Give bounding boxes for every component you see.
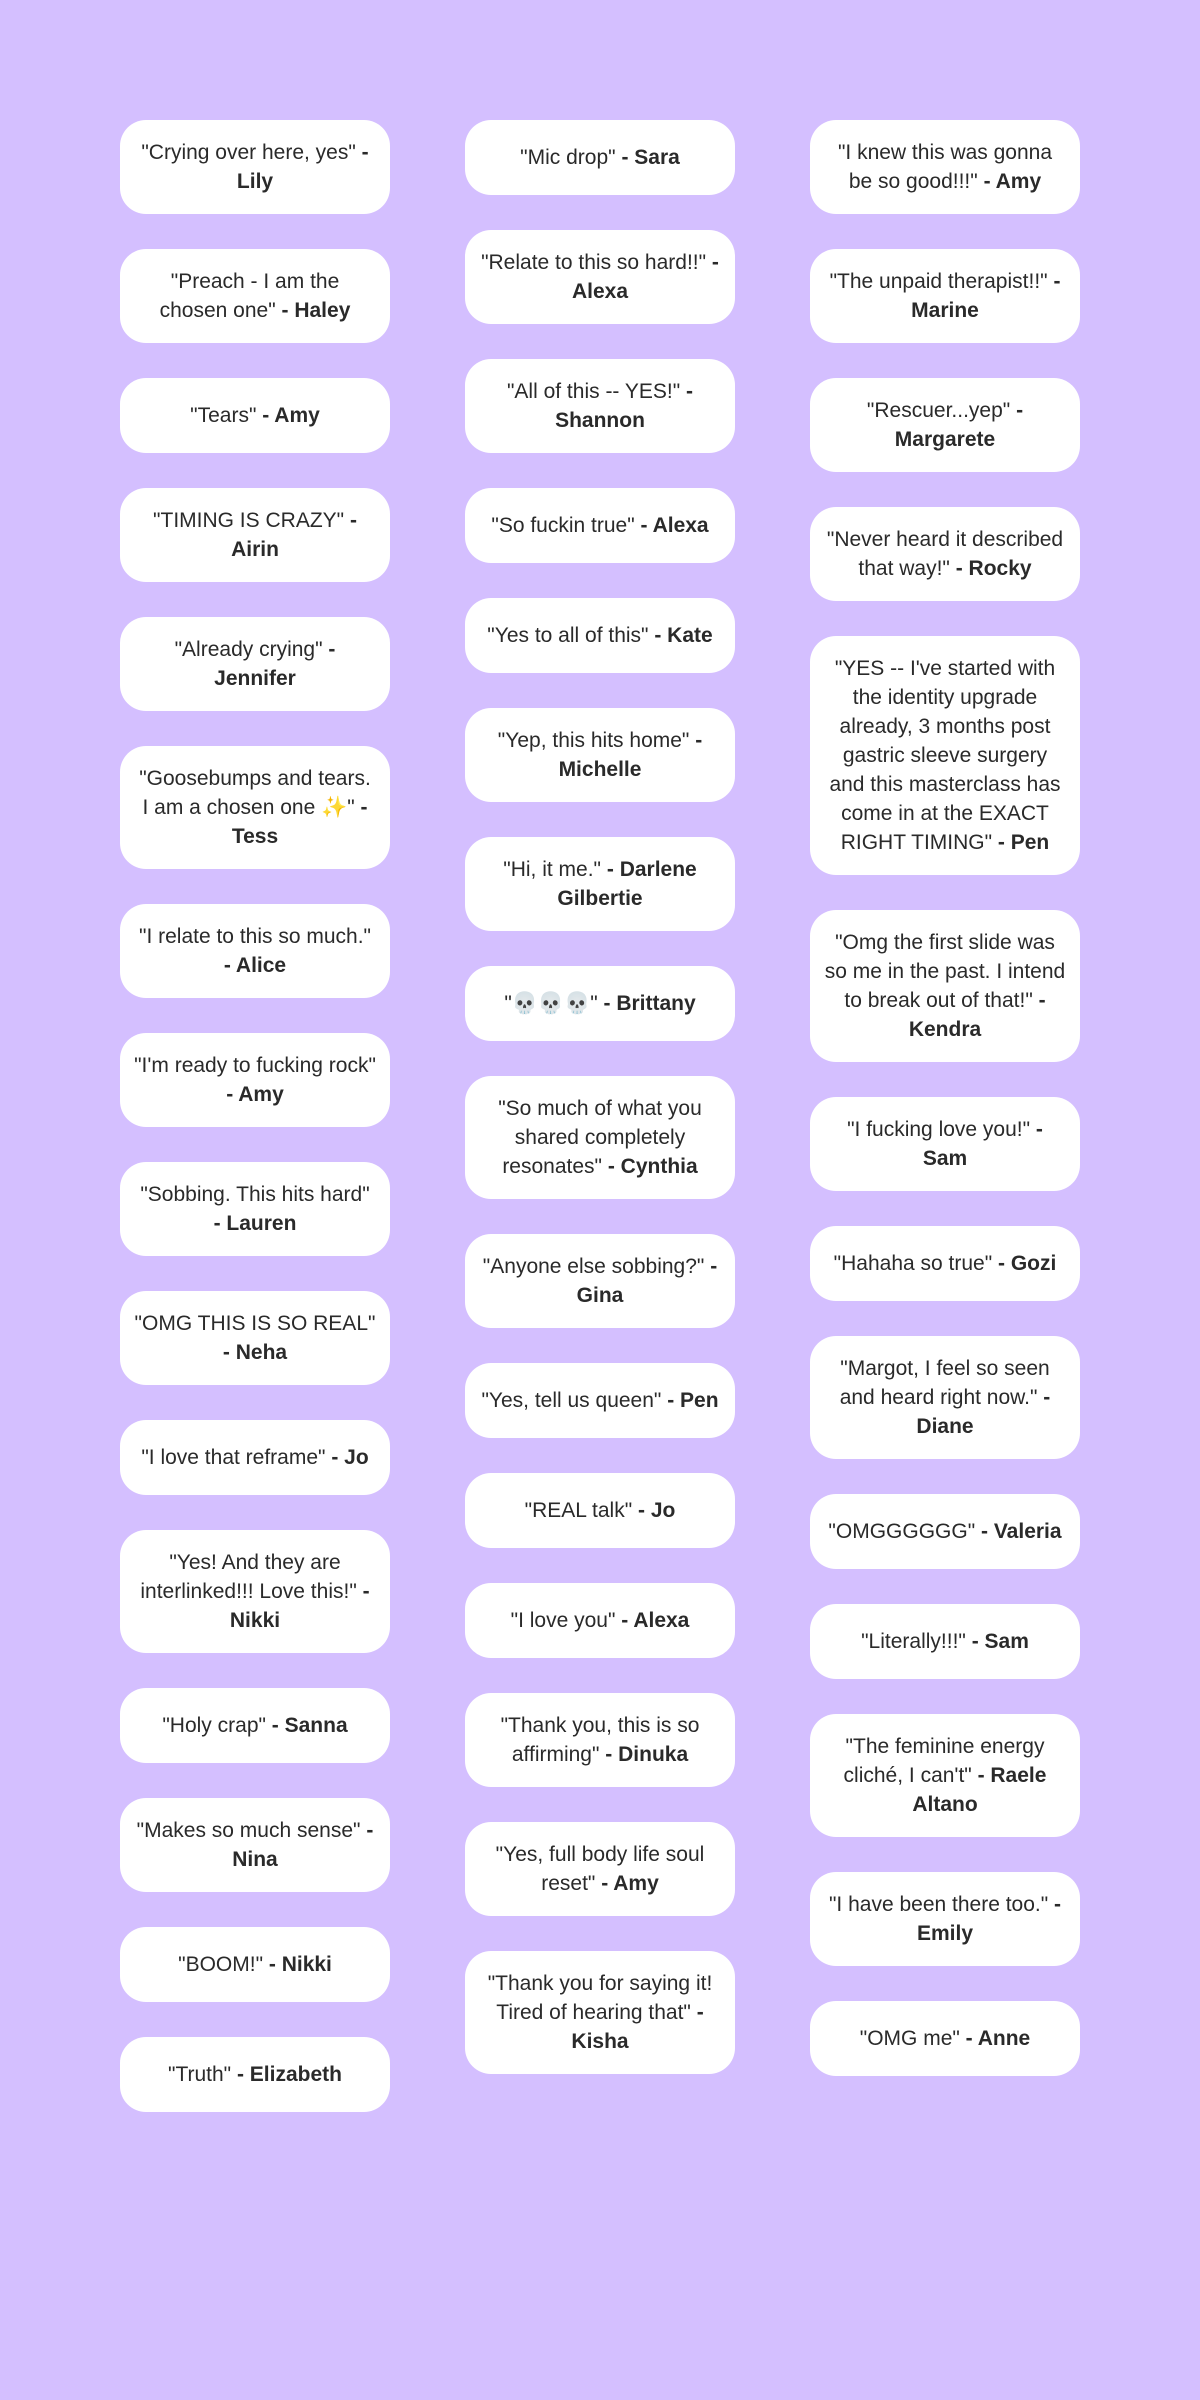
testimonial-text — [824, 1732, 1066, 1819]
testimonial-card — [810, 507, 1080, 601]
testimonial-card — [465, 1473, 735, 1548]
testimonial-text — [479, 1094, 721, 1181]
testimonial-quote: "I love you" — [510, 1609, 616, 1632]
testimonial-text — [824, 928, 1066, 1044]
testimonial-text — [162, 1711, 347, 1740]
testimonial-quote: "YES -- I've started with the identity upgrade already, 3 months post gastric sleeve surgery and this masterclass has come in at the EXACT RIGHT TIMING" — [829, 657, 1061, 854]
testimonial-card — [120, 1033, 390, 1127]
testimonial-quote: "BOOM!" — [178, 1953, 264, 1976]
testimonial-card — [465, 708, 735, 802]
testimonial-author: - Darlene Gilbertie — [557, 858, 697, 910]
testimonial-author: - Gina — [576, 1255, 718, 1307]
testimonial-author: - Haley — [275, 299, 351, 322]
testimonial-card — [465, 966, 735, 1041]
testimonial-author: - Alexa — [571, 251, 719, 303]
testimonial-text — [525, 1496, 676, 1525]
testimonial-author: - Pen — [661, 1389, 719, 1412]
testimonial-card — [810, 1494, 1080, 1569]
testimonial-text — [134, 1180, 376, 1238]
testimonial-quote: "The unpaid therapist!!" — [829, 270, 1048, 293]
testimonial-card — [120, 1688, 390, 1763]
testimonial-author: - Alexa — [615, 1609, 690, 1632]
testimonial-quote: "Hahaha so true" — [833, 1252, 993, 1275]
testimonial-card — [465, 598, 735, 673]
testimonial-author: - Amy — [595, 1872, 659, 1895]
testimonial-text — [134, 1051, 376, 1109]
testimonial-quote: "The feminine energy cliché, I can't" — [843, 1735, 1045, 1787]
testimonial-quote: "OMG THIS IS SO REAL" — [134, 1312, 376, 1335]
testimonial-quote: "I fucking love you!" — [847, 1118, 1031, 1141]
testimonial-text — [824, 396, 1066, 454]
testimonial-text — [824, 1115, 1066, 1173]
testimonial-quote: "Anyone else sobbing?" — [482, 1255, 705, 1278]
testimonial-text — [168, 2060, 342, 2089]
testimonial-quote: "I love that reframe" — [141, 1446, 326, 1469]
testimonial-card — [120, 1530, 390, 1653]
testimonial-quote: "So fuckin true" — [491, 514, 635, 537]
testimonial-quote: "Makes so much sense" — [136, 1819, 361, 1842]
testimonial-author: - Sara — [615, 146, 680, 169]
testimonial-quote: "Truth" — [167, 2063, 232, 2086]
testimonial-author: - Nina — [232, 1819, 374, 1871]
testimonial-card — [120, 1420, 390, 1495]
testimonial-quote: "TIMING IS CRAZY" — [153, 509, 345, 532]
testimonial-card — [120, 2037, 390, 2112]
testimonial-card — [465, 359, 735, 453]
testimonial-author: - Margarete — [894, 399, 1024, 451]
testimonial-author: - Rocky — [949, 557, 1032, 580]
testimonial-card — [120, 904, 390, 998]
testimonial-author: - Pen — [992, 831, 1050, 854]
testimonial-quote: "I have been there too." — [828, 1893, 1049, 1916]
testimonial-text — [511, 1606, 690, 1635]
testimonial-author: - Jennifer — [214, 638, 336, 690]
testimonial-card — [810, 249, 1080, 343]
testimonial-author: - Cynthia — [602, 1155, 698, 1178]
testimonial-card — [810, 1872, 1080, 1966]
testimonial-card — [120, 378, 390, 453]
testimonial-text — [134, 922, 376, 980]
testimonial-author: - Kendra — [908, 989, 1046, 1041]
testimonial-quote: "All of this -- YES!" — [506, 380, 681, 403]
testimonial-card — [465, 488, 735, 563]
testimonial-quote: "REAL talk" — [524, 1499, 633, 1522]
testimonial-quote: "I knew this was gonna be so good!!!" — [837, 141, 1053, 193]
testimonial-quote: "I'm ready to fucking rock" — [134, 1054, 376, 1077]
testimonial-text — [479, 1711, 721, 1769]
testimonial-text — [134, 1548, 376, 1635]
testimonial-quote: "💀💀💀" — [504, 992, 598, 1015]
testimonial-author: - Amy — [256, 404, 320, 427]
testimonial-card — [810, 910, 1080, 1062]
testimonial-text — [134, 1309, 376, 1367]
testimonial-text — [190, 401, 320, 430]
testimonial-author: - Elizabeth — [231, 2063, 342, 2086]
testimonial-author: - Jo — [325, 1446, 369, 1469]
testimonial-text — [134, 138, 376, 196]
testimonial-card — [810, 636, 1080, 875]
testimonial-card — [465, 1363, 735, 1438]
testimonial-quote: "Yes, tell us queen" — [481, 1389, 662, 1412]
testimonial-text — [479, 855, 721, 913]
testimonial-text — [861, 1627, 1029, 1656]
testimonial-text — [828, 1517, 1061, 1546]
testimonial-author: - Michelle — [558, 729, 703, 781]
testimonial-author: - Neha — [222, 1341, 288, 1364]
testimonial-author: - Nikki — [229, 1580, 370, 1632]
testimonial-quote: "Rescuer...yep" — [866, 399, 1011, 422]
testimonial-author: - Sam — [965, 1630, 1029, 1653]
testimonial-quote: "Yes! And they are interlinked!!! Love this!" — [140, 1551, 357, 1603]
testimonial-text — [824, 1354, 1066, 1441]
testimonial-quote: "Never heard it described that way!" — [826, 528, 1064, 580]
testimonial-text — [824, 1890, 1066, 1948]
testimonial-card — [810, 120, 1080, 214]
testimonial-author: - Kate — [648, 624, 713, 647]
testimonial-text — [134, 635, 376, 693]
testimonial-quote: "Crying over here, yes" — [141, 141, 356, 164]
testimonial-author: - Raele Altano — [912, 1764, 1047, 1816]
testimonial-text — [824, 654, 1066, 857]
testimonial-text — [504, 989, 695, 1018]
testimonial-card — [120, 746, 390, 869]
testimonial-author: - Emily — [916, 1893, 1062, 1945]
testimonial-text — [134, 764, 376, 851]
testimonial-text — [824, 267, 1066, 325]
testimonial-author: - Sam — [922, 1118, 1043, 1170]
testimonial-quote: "Omg the first slide was so me in the past. I intend to break out of that!" — [824, 931, 1066, 1012]
testimonial-card — [465, 1583, 735, 1658]
testimonial-card — [120, 1291, 390, 1385]
testimonial-author: - Airin — [231, 509, 357, 561]
testimonial-card — [120, 249, 390, 343]
testimonial-author: - Valeria — [975, 1520, 1062, 1543]
testimonial-card — [120, 120, 390, 214]
testimonial-text — [487, 621, 712, 650]
testimonial-author: - Lauren — [213, 1212, 297, 1235]
testimonial-card — [810, 2001, 1080, 2076]
testimonial-quote: "Hi, it me." — [503, 858, 602, 881]
testimonial-quote: "Yep, this hits home" — [497, 729, 690, 752]
testimonial-quote: "Yes to all of this" — [487, 624, 649, 647]
testimonial-quote: "Yes, full body life soul reset" — [495, 1843, 705, 1895]
testimonial-card — [810, 1226, 1080, 1301]
testimonial-text — [834, 1249, 1057, 1278]
testimonial-text — [134, 267, 376, 325]
testimonial-author: - Nikki — [263, 1953, 332, 1976]
testimonial-author: - Amy — [977, 170, 1042, 193]
testimonial-author: - Anne — [959, 2027, 1031, 2050]
testimonial-text — [479, 1840, 721, 1898]
testimonial-quote: "Sobbing. This hits hard" — [140, 1183, 370, 1206]
testimonial-quote: "Relate to this so hard!!" — [481, 251, 707, 274]
testimonial-quote: "OMG me" — [859, 2027, 960, 2050]
testimonial-quote: "Goosebumps and tears. I am a chosen one ✨" — [139, 767, 371, 819]
testimonial-text — [479, 377, 721, 435]
testimonial-quote: "Thank you, this is so affirming" — [500, 1714, 700, 1766]
testimonial-card — [465, 1951, 735, 2074]
testimonial-author: - Dinuka — [599, 1743, 689, 1766]
testimonial-card — [810, 1336, 1080, 1459]
testimonial-card — [120, 488, 390, 582]
testimonial-author: - Jo — [632, 1499, 676, 1522]
testimonial-quote: "Holy crap" — [162, 1714, 266, 1737]
testimonial-text — [134, 506, 376, 564]
testimonial-text — [479, 1252, 721, 1310]
testimonial-card — [120, 1162, 390, 1256]
testimonial-author: - Shannon — [555, 380, 694, 432]
testimonial-card — [465, 230, 735, 324]
testimonial-column-left — [120, 120, 390, 2112]
testimonial-card — [810, 1604, 1080, 1679]
testimonial-quote: "Already crying" — [174, 638, 323, 661]
testimonial-quote: "So much of what you shared completely resonates" — [498, 1097, 702, 1178]
testimonial-author: - Tess — [231, 796, 368, 848]
testimonial-card — [465, 837, 735, 931]
testimonial-card — [810, 1714, 1080, 1837]
testimonial-card — [465, 1076, 735, 1199]
testimonial-quote: "Literally!!!" — [861, 1630, 966, 1653]
testimonial-card — [120, 1798, 390, 1892]
testimonial-author: - Sanna — [265, 1714, 348, 1737]
testimonial-text — [134, 1816, 376, 1874]
testimonial-text — [479, 726, 721, 784]
testimonial-card — [465, 120, 735, 195]
testimonial-card — [465, 1234, 735, 1328]
testimonial-quote: "Tears" — [190, 404, 257, 427]
testimonial-author: - Marine — [911, 270, 1061, 322]
testimonial-text — [520, 143, 680, 172]
testimonial-author: - Amy — [226, 1083, 284, 1106]
testimonial-author: - Kisha — [571, 2001, 704, 2053]
testimonial-quote: "Margot, I feel so seen and heard right now." — [839, 1357, 1050, 1409]
testimonial-card — [810, 1097, 1080, 1191]
testimonial-card — [120, 617, 390, 711]
testimonial-author: - Brittany — [597, 992, 696, 1015]
testimonial-card — [465, 1822, 735, 1916]
testimonial-text — [481, 1386, 718, 1415]
testimonial-text — [824, 138, 1066, 196]
testimonial-quote: "Preach - I am the chosen one" — [159, 270, 340, 322]
testimonial-card — [465, 1693, 735, 1787]
testimonial-card — [810, 378, 1080, 472]
testimonial-author: - Diane — [916, 1386, 1051, 1438]
testimonial-text — [479, 1969, 721, 2056]
testimonial-text — [824, 525, 1066, 583]
testimonial-text — [479, 248, 721, 306]
testimonial-author: - Alice — [223, 954, 287, 977]
testimonial-author: - Gozi — [992, 1252, 1057, 1275]
testimonial-quote: "Mic drop" — [520, 146, 616, 169]
testimonial-text — [860, 2024, 1030, 2053]
testimonial-text — [178, 1950, 332, 1979]
testimonial-quote: "I relate to this so much." — [138, 925, 371, 948]
testimonial-author: - Lily — [236, 141, 369, 193]
testimonial-quote: "Thank you for saying it! Tired of hearing that" — [487, 1972, 713, 2024]
testimonial-column-right — [810, 120, 1080, 2076]
testimonial-column-middle — [465, 120, 735, 2074]
testimonial-text — [141, 1443, 368, 1472]
testimonial-text — [491, 511, 708, 540]
testimonial-card — [120, 1927, 390, 2002]
testimonial-author: - Alexa — [634, 514, 709, 537]
testimonial-quote: "OMGGGGGG" — [828, 1520, 976, 1543]
